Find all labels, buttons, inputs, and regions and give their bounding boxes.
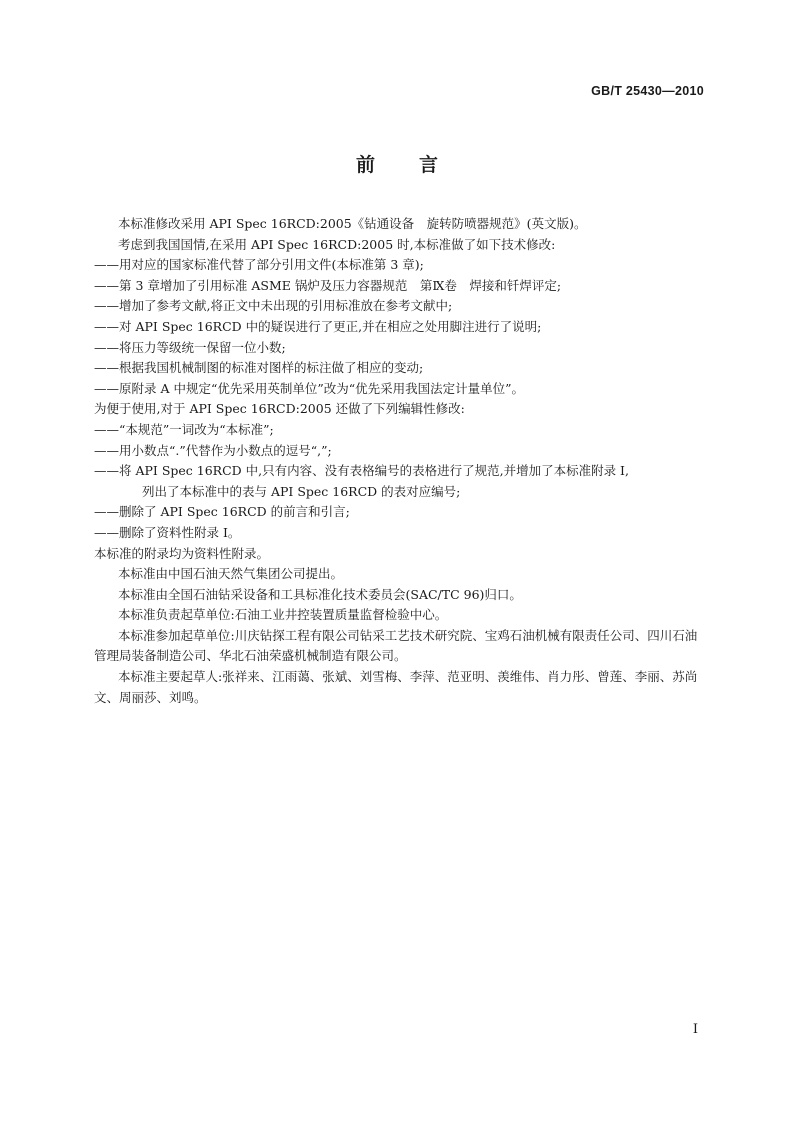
tech-mod-intro: 考虑到我国国情,在采用 API Spec 16RCD:2005 时,本标准做了如下技术修改: xyxy=(118,236,556,252)
participants: 本标准参加起草单位:川庆钻探工程有限公司钻采工艺技术研究院、宝鸡石油机械有限责任公司、四川石油管理局装备制造公司、华北石油荣盛机械制造有限公司。 xyxy=(94,627,698,664)
edit-mod-item: ——删除了 API Spec 16RCD 的前言和引言; xyxy=(94,504,350,520)
tech-mod-item: ——增加了参考文献,将正文中未出现的引用标准放在参考文献中; xyxy=(94,298,453,314)
drafters: 本标准主要起草人:张祥来、江雨蔼、张斌、刘雪梅、李萍、范亚明、羡维伟、肖力彤、曾莲、李丽、苏尚文、周丽莎、刘鸣。 xyxy=(94,669,698,705)
page-number: I xyxy=(692,1022,698,1037)
managed-by: 本标准由全国石油钻采设备和工具标准化技术委员会(SAC/TC 96)归口。 xyxy=(118,586,522,602)
tech-mod-item: ——将压力等级统一保留一位小数; xyxy=(94,339,286,355)
edit-mod-item: ——删除了资料性附录 I。 xyxy=(94,524,241,540)
tech-mod-item: ——对 API Spec 16RCD 中的疑误进行了更正,并在相应之处用脚注进行了说明; xyxy=(94,318,542,334)
foreword-body xyxy=(94,214,706,708)
tech-mod-item: ——原附录 A 中规定“优先采用英制单位”改为“优先采用我国法定计量单位”。 xyxy=(94,380,525,396)
tech-mod-item: ——用对应的国家标准代替了部分引用文件(本标准第 3 章); xyxy=(94,257,424,273)
intro-paragraph: 本标准修改采用 API Spec 16RCD:2005《钻通设备 旋转防喷器规范》(英文版)。 xyxy=(118,216,587,231)
edit-mod-intro: 为便于使用,对于 API Spec 16RCD:2005 还做了下列编辑性修改: xyxy=(94,401,465,417)
standard-code: GB/T 25430—2010 xyxy=(591,84,704,98)
edit-mod-item: ——“本规范”一词改为“本标准”; xyxy=(94,421,274,437)
tech-mod-item: ——第 3 章增加了引用标准 ASME 锅炉及压力容器规范 第Ⅸ卷 焊接和钎焊评定; xyxy=(94,277,562,293)
drafting-org: 本标准负责起草单位:石油工业井控装置质量监督检验中心。 xyxy=(118,607,448,623)
tech-mod-item: ——根据我国机械制图的标准对图样的标注做了相应的变动; xyxy=(94,360,424,376)
edit-mod-item: ——将 API Spec 16RCD 中,只有内容、没有表格编号的表格进行了规范,并增加了本标准附录 I, xyxy=(94,463,629,479)
edit-mod-item: ——用小数点“.”代替作为小数点的逗号“,”; xyxy=(94,442,332,458)
appendix-note: 本标准的附录均为资料性附录。 xyxy=(94,545,270,561)
proposed-by: 本标准由中国石油天然气集团公司提出。 xyxy=(118,566,344,582)
page-title: 前言 xyxy=(355,154,482,176)
edit-mod-item-continuation: 列出了本标准中的表与 API Spec 16RCD 的表对应编号; xyxy=(142,483,461,499)
